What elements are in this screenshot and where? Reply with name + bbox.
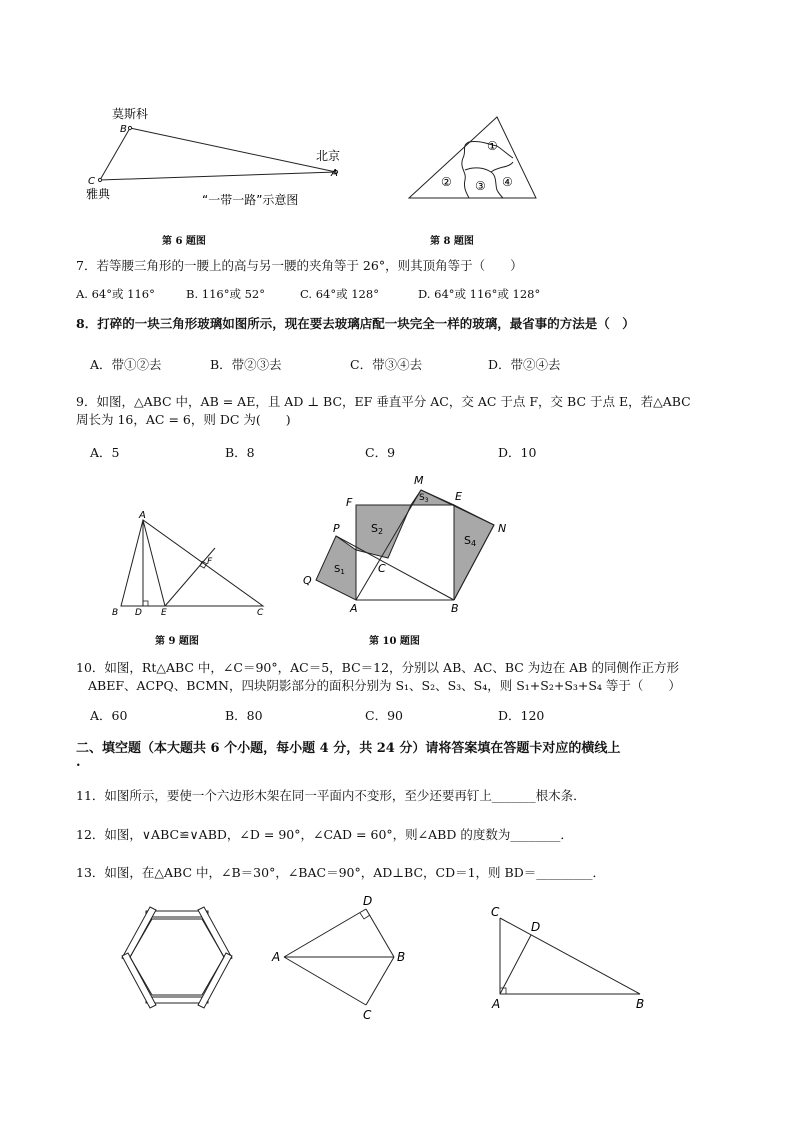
q13-stem: 13．如图，在△ABC 中，∠B＝30°，∠BAC＝90°，AD⊥BC，CD＝1，则 BD＝_________． <box>76 865 605 880</box>
figure-8 <box>405 110 545 204</box>
figure-11-hexagon <box>112 903 242 1015</box>
q9-option-c: C．9 <box>365 445 396 460</box>
fig12-label-c: C <box>363 1008 372 1022</box>
fig13-label-c: C <box>491 905 500 919</box>
fig10-s3: $S_3$ <box>419 493 429 504</box>
fig6-line-ca <box>100 172 336 180</box>
section-2-dot: . <box>76 755 81 770</box>
fig12-label-b: B <box>397 950 406 964</box>
fig6-moscow: 莫斯科 <box>112 107 149 121</box>
q8-option-b: B．带②③去 <box>210 357 282 372</box>
fig12-label-a: A <box>272 950 281 964</box>
fig6-caption: 第 6 题图 <box>162 236 206 247</box>
fig6-point-c <box>98 178 101 181</box>
fig10-label-p: P <box>333 522 340 535</box>
q7-option-d: D. 64°或 116°或 128° <box>418 287 541 301</box>
fig12-label-d: D <box>363 894 373 908</box>
figure-13 <box>486 900 656 1012</box>
fig12-line-ad <box>284 909 366 957</box>
fig11-bar-lower-right <box>198 953 232 1008</box>
figure-10 <box>298 472 518 618</box>
fig6-line-bc <box>100 128 130 180</box>
fig10-caption: 第 10 题图 <box>369 636 420 647</box>
q8-option-c: C．带③④去 <box>350 357 423 372</box>
fig8-piece-3: ③ <box>475 179 486 193</box>
q7-option-c: C. 64°或 128° <box>300 287 379 301</box>
q7-option-b: B. 116°或 52° <box>186 287 266 301</box>
fig6-athens: 雅典 <box>86 187 111 201</box>
q10-option-b: B．80 <box>225 708 263 723</box>
fig12-line-ac <box>284 957 366 1005</box>
q9-stem-line2: 周长为 16，AC = 6，则 DC 为( ) <box>76 412 291 427</box>
fig9-label-c: C <box>257 608 264 618</box>
fig10-label-n: N <box>498 522 507 535</box>
fig10-label-a: A <box>350 602 358 615</box>
fig9-label-e: E <box>161 608 167 618</box>
fig6-label-b: B <box>120 124 127 135</box>
fig9-caption: 第 9 题图 <box>155 636 199 647</box>
fig13-line-cb <box>500 918 640 994</box>
q8-option-a: A．带①②去 <box>90 357 162 372</box>
figure-9 <box>105 508 275 618</box>
q8-stem: 8．打碎的一块三角形玻璃如图所示，现在要去玻璃店配一块完全一样的玻璃，最省事的方法是（ ） <box>76 316 635 331</box>
q8-option-d: D．带②④去 <box>488 357 561 372</box>
q9-option-d: D．10 <box>498 445 537 460</box>
fig13-label-a: A <box>492 997 501 1011</box>
fig6-label-a: A <box>331 168 338 179</box>
fig13-label-b: B <box>636 997 645 1011</box>
fig6-line-ba <box>130 128 336 172</box>
fig8-crack-2 <box>462 158 469 198</box>
fig9-label-b: B <box>112 608 119 618</box>
fig10-label-q: Q <box>303 574 312 587</box>
fig8-caption: 第 8 题图 <box>430 236 474 247</box>
fig6-beijing: 北京 <box>316 149 341 163</box>
fig9-label-f: F <box>207 557 213 567</box>
q9-option-b: B．8 <box>225 445 255 460</box>
fig10-s1: $S_1$ <box>334 564 345 576</box>
fig9-label-a: A <box>139 510 146 521</box>
fig8-piece-1: ① <box>487 139 498 153</box>
q7-stem: 7．若等腰三角形的一腰上的高与另一腰的夹角等于 26°，则其顶角等于（ ） <box>76 258 523 273</box>
fig10-label-c: C <box>378 562 386 575</box>
section-2-title: 二、填空题（本大题共 6 个小题，每小题 4 分，共 24 分）请将答案填在答题卡对应的横线上 <box>76 741 621 756</box>
figure-12 <box>270 893 420 1025</box>
fig8-piece-4: ④ <box>502 175 513 189</box>
q12-stem: 12．如图，∨ABC≌∨ABD，∠D = 90°，∠CAD = 60°，则∠ABD 的度数为________． <box>76 827 573 842</box>
fig12-line-db <box>366 909 394 957</box>
fig9-triangle-abc <box>121 520 263 606</box>
fig6-point-b <box>128 126 131 129</box>
fig9-label-d: D <box>135 608 142 618</box>
q11-stem: 11．如图所示，要使一个六边形木架在同一平面内不变形，至少还要再钉上_______根木条． <box>76 788 586 803</box>
fig10-label-b: B <box>451 602 459 615</box>
q9-stem-line1: 9．如图，△ABC 中，AB = AE，且 AD ⊥ BC，EF 垂直平分 AC，交 AC 于点 F，交 BC 于点 E，若△ABC <box>76 394 691 409</box>
fig10-label-m: M <box>414 474 424 487</box>
fig10-s2: S2 <box>371 522 384 536</box>
fig10-label-f: F <box>346 496 353 509</box>
figure-6 <box>80 100 360 212</box>
fig11-bar-bottom <box>146 997 208 1003</box>
fig8-crack-4 <box>491 162 513 172</box>
q10-option-c: C．90 <box>365 708 403 723</box>
q10-option-d: D．120 <box>498 708 545 723</box>
fig10-s4: S4 <box>464 534 477 548</box>
fig6-label-c: C <box>88 176 95 187</box>
fig6-caption-inner: “一带一路”示意图 <box>202 193 299 207</box>
fig8-triangle <box>409 117 536 198</box>
q10-stem-line1: 10．如图，Rt△ABC 中，∠C＝90°，AC＝5，BC＝12，分别以 AB、AC、BC 为边在 AB 的同侧作正方形 <box>76 660 679 675</box>
fig13-label-d: D <box>531 920 541 934</box>
q10-option-a: A．60 <box>90 708 128 723</box>
fig11-bar-lower-left <box>122 953 156 1008</box>
q9-option-a: A．5 <box>90 445 120 460</box>
fig10-label-e: E <box>455 490 462 503</box>
q7-option-a: A. 64°或 116° <box>76 287 155 301</box>
fig9-right-angle-d <box>143 601 148 606</box>
fig12-line-cb <box>366 957 394 1005</box>
fig13-line-ad <box>500 935 531 994</box>
fig10-shade-s2 <box>356 505 411 558</box>
q10-stem-line2: ABEF、ACPQ、BCMN，四块阴影部分的面积分别为 S₁、S₂、S₃、S₄，则 S₁+S₂+S₃+S₄ 等于（ ） <box>88 678 681 693</box>
fig8-piece-2: ② <box>441 175 452 189</box>
fig10-shade-s4 <box>454 505 494 600</box>
